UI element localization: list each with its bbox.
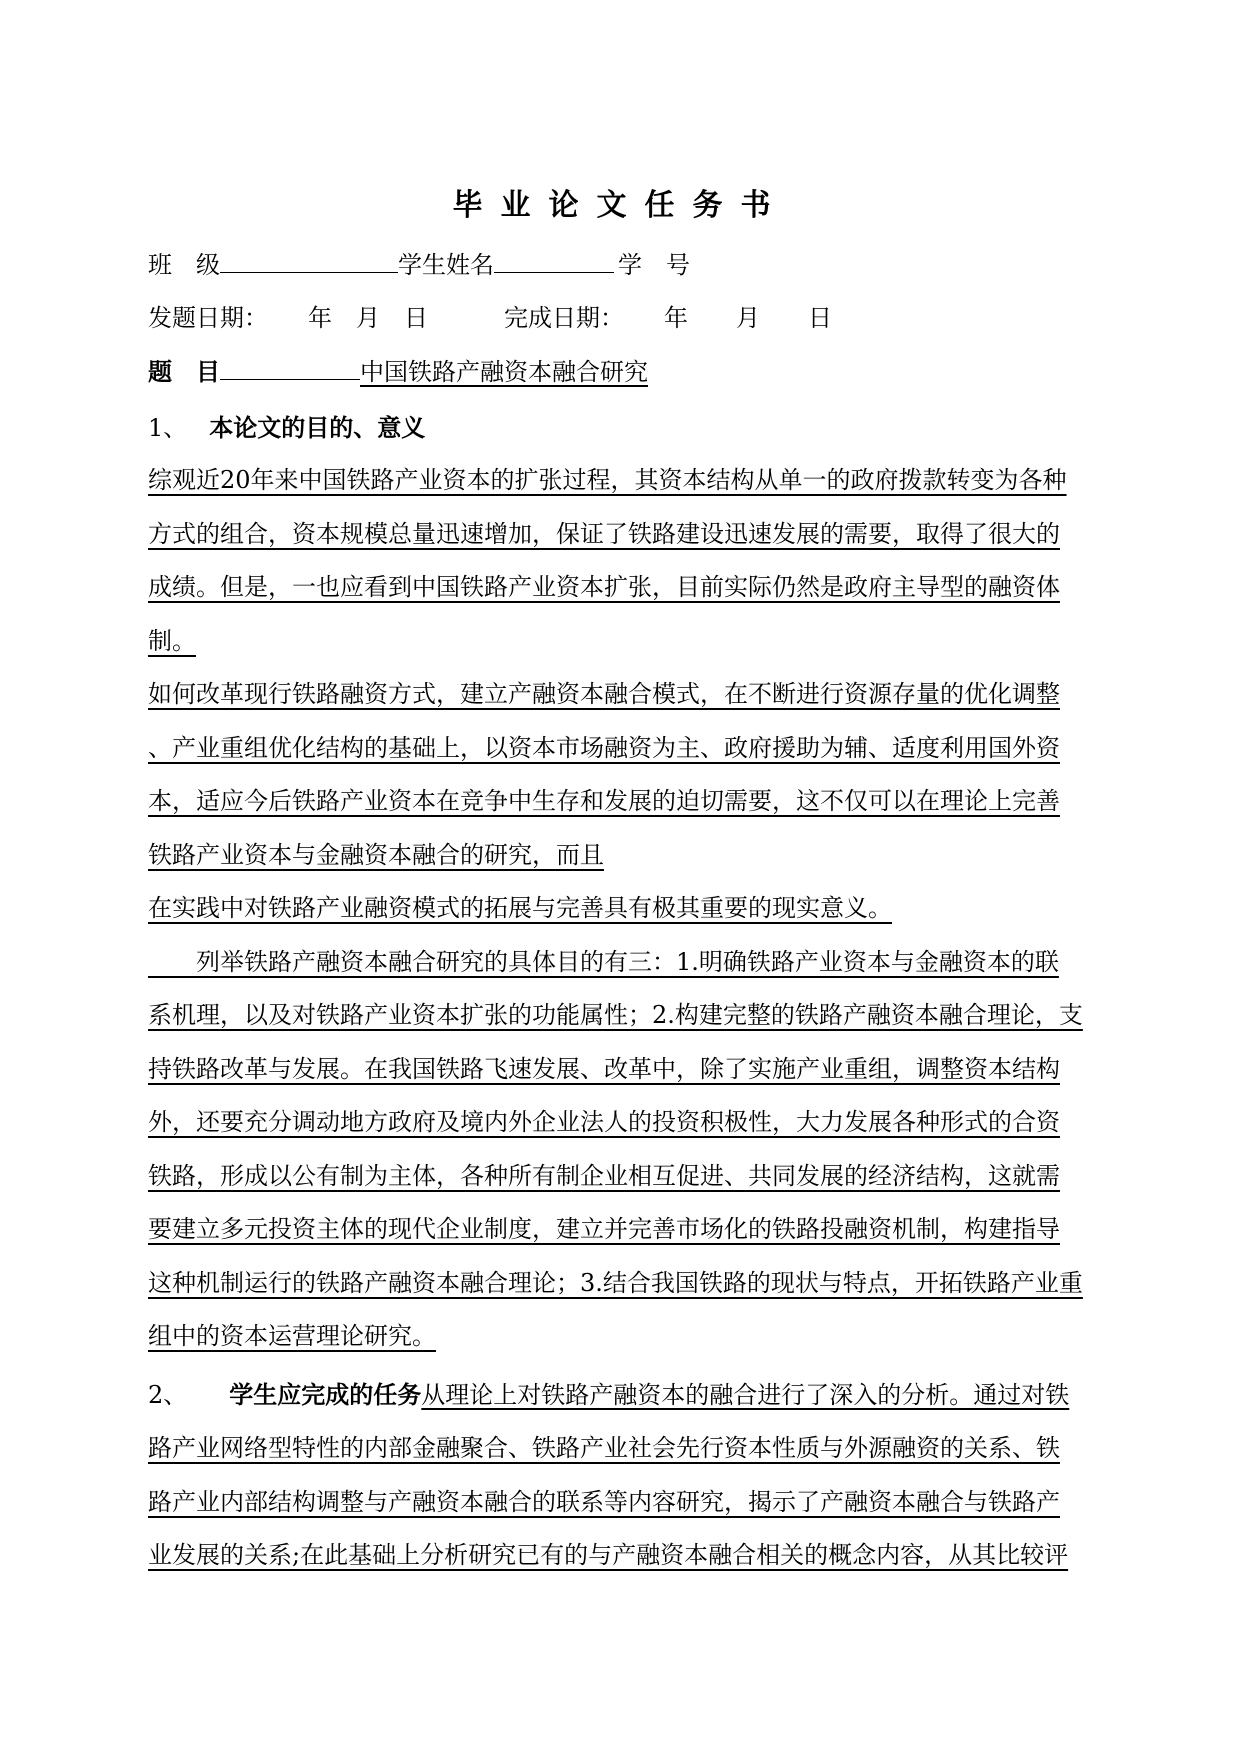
section1-body-line: 如何改革现行铁路融资方式，建立产融资本融合模式，在不断进行资源存量的优化调整 (148, 680, 1060, 708)
topic-row (148, 352, 648, 387)
section2-heading (148, 1375, 1069, 1410)
class-field[interactable] (220, 250, 398, 273)
finish-date-label: 完成日期： (504, 304, 624, 332)
section1-body-line: 方式的组合，资本规模总量迅速增加，保证了铁路建设迅速发展的需要，取得了很大的 (148, 519, 1060, 548)
section1-body-line: 列举铁路产融资本融合研究的具体目的有三：1.明确铁路产业资本与金融资本的联 (148, 947, 1059, 976)
section1-body-line: 成绩。但是，一也应看到中国铁路产业资本扩张，目前实际仍然是政府主导型的融资体 (148, 573, 1060, 601)
section1-number: 1、 (148, 414, 188, 442)
section1-body-line: 系机理，以及对铁路产业资本扩张的功能属性；2.构建完整的铁路产融资本融合理论，支 (148, 1001, 1083, 1029)
section1-body-line: 外，还要充分调动地方政府及境内外企业法人的投资积极性，大力发展各种形式的合资 (148, 1108, 1060, 1136)
section1-body-line: 铁路，形成以公有制为主体，各种所有制企业相互促进、共同发展的经济结构，这就需 (148, 1161, 1060, 1190)
class-label: 班 级 (148, 251, 220, 279)
student-name-field[interactable] (494, 250, 614, 273)
topic-label: 题 目 (148, 358, 220, 386)
section1-body-line: 组中的资本运营理论研究。 (148, 1322, 436, 1350)
section2-body-line: 路产业网络型特性的内部金融聚合、铁路产业社会先行资本性质与外源融资的关系、铁 (148, 1434, 1060, 1462)
section1-heading (148, 408, 425, 443)
section1-body-line: 铁路产业资本与金融资本融合的研究，而且 (148, 840, 604, 869)
section1-body-line: 持铁路改革与发展。在我国铁路飞速发展、改革中，除了实施产业重组，调整资本结构 (148, 1054, 1060, 1083)
section2-body-line: 业发展的关系;在此基础上分析研究已有的与产融资本融合相关的概念内容，从其比较评 (148, 1541, 1069, 1569)
section1-body-line: 在实践中对铁路产业融资模式的拓展与完善具有极其重要的现实意义。 (148, 894, 892, 922)
section2-number: 2、 (148, 1381, 188, 1409)
section1-body-line: 、产业重组优化结构的基础上，以资本市场融资为主、政府援助为辅、适度利用国外资 (148, 733, 1060, 762)
student-name-label: 学生姓名 (398, 251, 494, 279)
section1-body-line: 要建立多元投资主体的现代企业制度，建立并完善市场化的铁路投融资机制，构建指导 (148, 1215, 1060, 1243)
section2-body-line: 路产业内部结构调整与产融资本融合的联系等内容研究，揭示了产融资本融合与铁路产 (148, 1487, 1060, 1516)
section2-first-line: 从理论上对铁路产融资本的融合进行了深入的分析。通过对铁 (421, 1381, 1070, 1409)
info-row-class (148, 245, 690, 280)
student-id-label: 学 号 (618, 251, 690, 279)
section1-body-line: 制。 (148, 626, 196, 655)
topic-value: 中国铁路产融资本融合研究 (360, 358, 648, 386)
issue-date-label: 发题日期： (148, 304, 268, 332)
section1-title: 本论文的目的、意义 (209, 414, 426, 442)
topic-blank (220, 357, 360, 380)
section1-body-line: 综观近20年来中国铁路产业资本的扩张过程，其资本结构从单一的政府拨款转变为各种 (148, 466, 1067, 494)
finish-date-value: 年 月 日 (664, 304, 832, 332)
section1-body-line: 这种机制运行的铁路产融资本融合理论；3.结合我国铁路的现状与特点，开拓铁路产业重 (148, 1268, 1083, 1297)
issue-date-value: 年 月 日 (308, 304, 428, 332)
info-row-dates (148, 298, 832, 333)
section1-body-line: 本，适应今后铁路产业资本在竞争中生存和发展的迫切需要，这不仅可以在理论上完善 (148, 787, 1060, 815)
document-title: 毕业论文任务书 (452, 188, 789, 223)
section2-title: 学生应完成的任务 (229, 1381, 422, 1409)
